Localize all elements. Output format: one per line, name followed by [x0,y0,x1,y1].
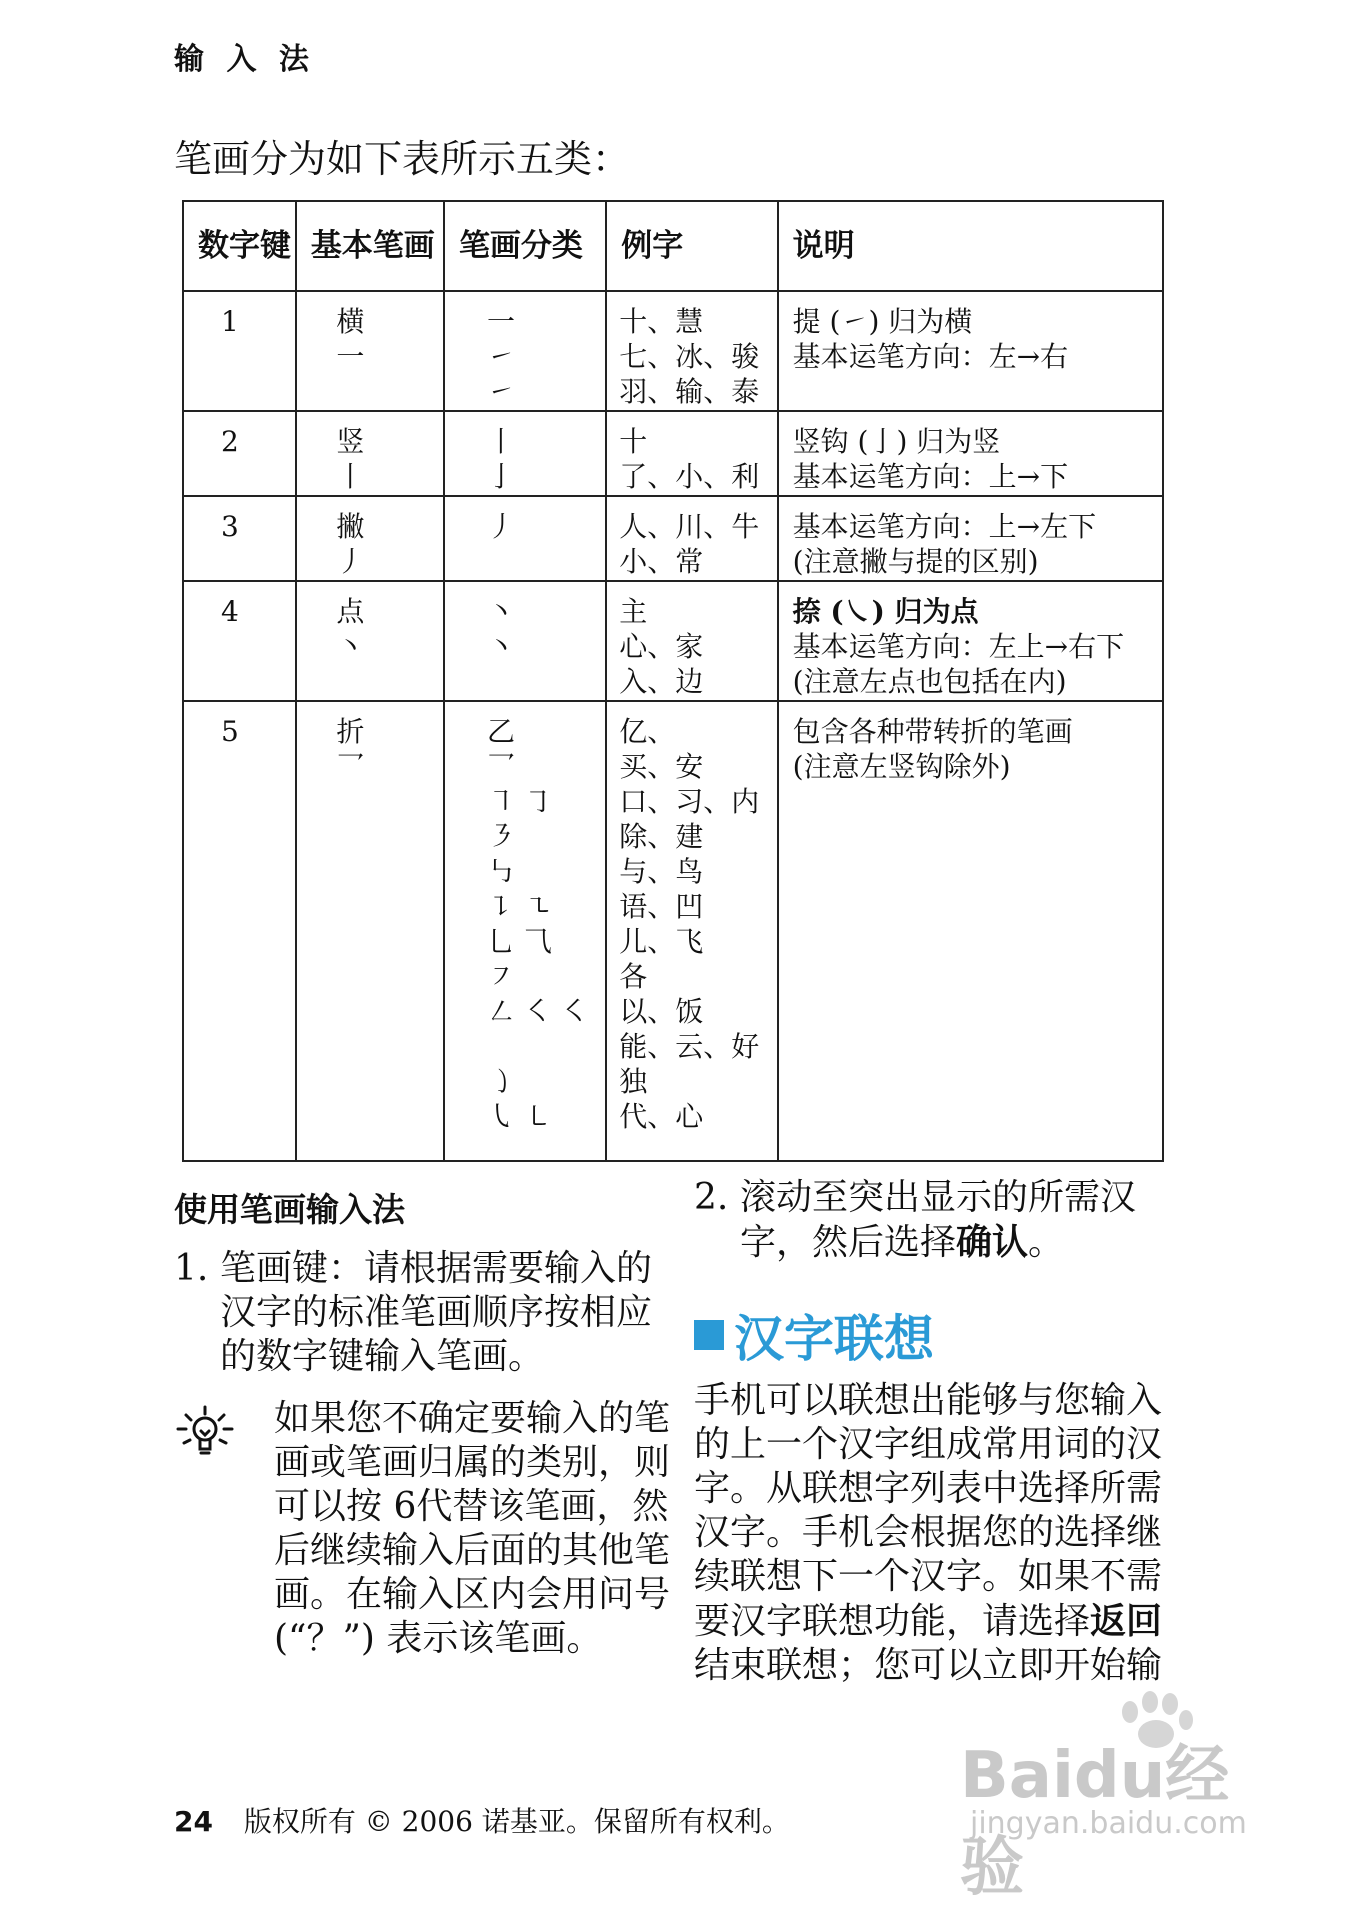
cell-notes: 提 (㇀) 归为横 基本运笔方向：左→右 [778,291,1163,411]
cell-shapes: 一 ㇀ ㇀ [444,291,606,411]
step-text: 滚动至突出显示的所需汉字，然后选择确认。 [740,1177,1137,1263]
square-bullet-icon [694,1320,724,1350]
step-1 [174,1247,674,1379]
table-row [183,411,1163,496]
step-number: 1. [174,1248,209,1289]
cell-shapes: 丨 亅 [444,411,606,496]
table-row [183,701,1163,1161]
cell-examples: 亿、 买、安 口、习、内 除、建 与、鸟 语、凹 儿、飞 各 以、饭 能、云、好 独 代、心 [606,701,777,1161]
header-shapes: 笔画分类 [444,201,606,291]
cell-basic: 竖 丨 [296,411,444,496]
cell-examples: 十 了、小、利 [606,411,777,496]
cell-basic: 点 丶 [296,581,444,701]
cell-notes: 基本运笔方向：上→左下 (注意撇与提的区别) [778,496,1163,581]
back-keyword: 返回 [1090,1600,1163,1642]
section-title: 汉字联想 [694,1299,1184,1371]
watermark-url: jingyan.baidu.com [970,1806,1247,1841]
cell-key: 1 [183,291,296,411]
copyright-text: 版权所有 © 2006 诺基亚。保留所有权利。 [243,1805,790,1838]
step-2 [694,1176,1184,1265]
cell-basic: 折 乛 [296,701,444,1161]
right-column [694,1176,1184,1688]
cell-basic: 横 一 [296,291,444,411]
tip-text: 如果您不确定要输入的笔画或笔画归属的类别，则可以按 6代替该笔画，然后继续输入后面的其他笔画。在输入区内会用问号 (“？”) 表示该笔画。 [274,1398,671,1659]
page-footer [174,1800,790,1840]
cell-notes: 捺 (㇏) 归为点 基本运笔方向：左上→右下 (注意左点也包括在内) [778,581,1163,701]
cell-key: 5 [183,701,296,1161]
intro-text: 笔画分为如下表所示五类： [174,137,631,181]
page-number: 24 [174,1805,213,1838]
left-column [174,1176,674,1661]
running-header: 输 入 法 [174,42,315,77]
header-key: 数字键 [183,201,296,291]
table-row [183,581,1163,701]
cell-notes: 竖钩 (亅) 归为竖 基本运笔方向：上→下 [778,411,1163,496]
cell-key: 2 [183,411,296,496]
step-number: 2. [694,1177,729,1218]
table-row [183,291,1163,411]
confirm-keyword: 确认 [956,1221,1029,1263]
cell-examples: 主 心、家 入、边 [606,581,777,701]
baidu-watermark [960,1696,1280,1905]
table-header-row [183,201,1163,291]
cell-shapes: 丿 [444,496,606,581]
cell-examples: 人、川、牛 小、常 [606,496,777,581]
cell-notes: 包含各种带转折的笔画 (注意左竖钩除外) [778,701,1163,1161]
section-paragraph: 手机可以联想出能够与您输入的上一个汉字组成常用词的汉字。从联想字列表中选择所需汉字。手机会根据您的选择继续联想下一个汉字。如果不需要汉字联想功能，请选择返回结束联想；您可以立即开始输 [694,1380,1163,1686]
cell-shapes: 丶 丶 [444,581,606,701]
lightbulb-icon [174,1397,274,1661]
table-row [183,496,1163,581]
step-text: 笔画键：请根据需要输入的汉字的标准笔画顺序按相应的数字键输入笔画。 [220,1248,653,1377]
header-basic: 基本笔画 [296,201,444,291]
header-notes: 说明 [778,201,1163,291]
cell-key: 3 [183,496,296,581]
cell-basic: 撇 丿 [296,496,444,581]
stroke-table [182,200,1164,1162]
cell-key: 4 [183,581,296,701]
cell-examples: 十、慧 七、冰、骏 羽、输、泰 [606,291,777,411]
tip-note [174,1397,674,1661]
watermark-brand: Baidu经验 [960,1739,1230,1905]
cell-shapes: 乙 乛 ㇕ ㇆ ㇋ ㇉ ㇊ ㇍ 乚 ⺄ ㇇ ㇜ ㇛ ㇛ ㇁ ㇂ ㇄ [444,701,606,1161]
header-examples: 例字 [606,201,777,291]
subheading: 使用笔画输入法 [174,1190,405,1229]
